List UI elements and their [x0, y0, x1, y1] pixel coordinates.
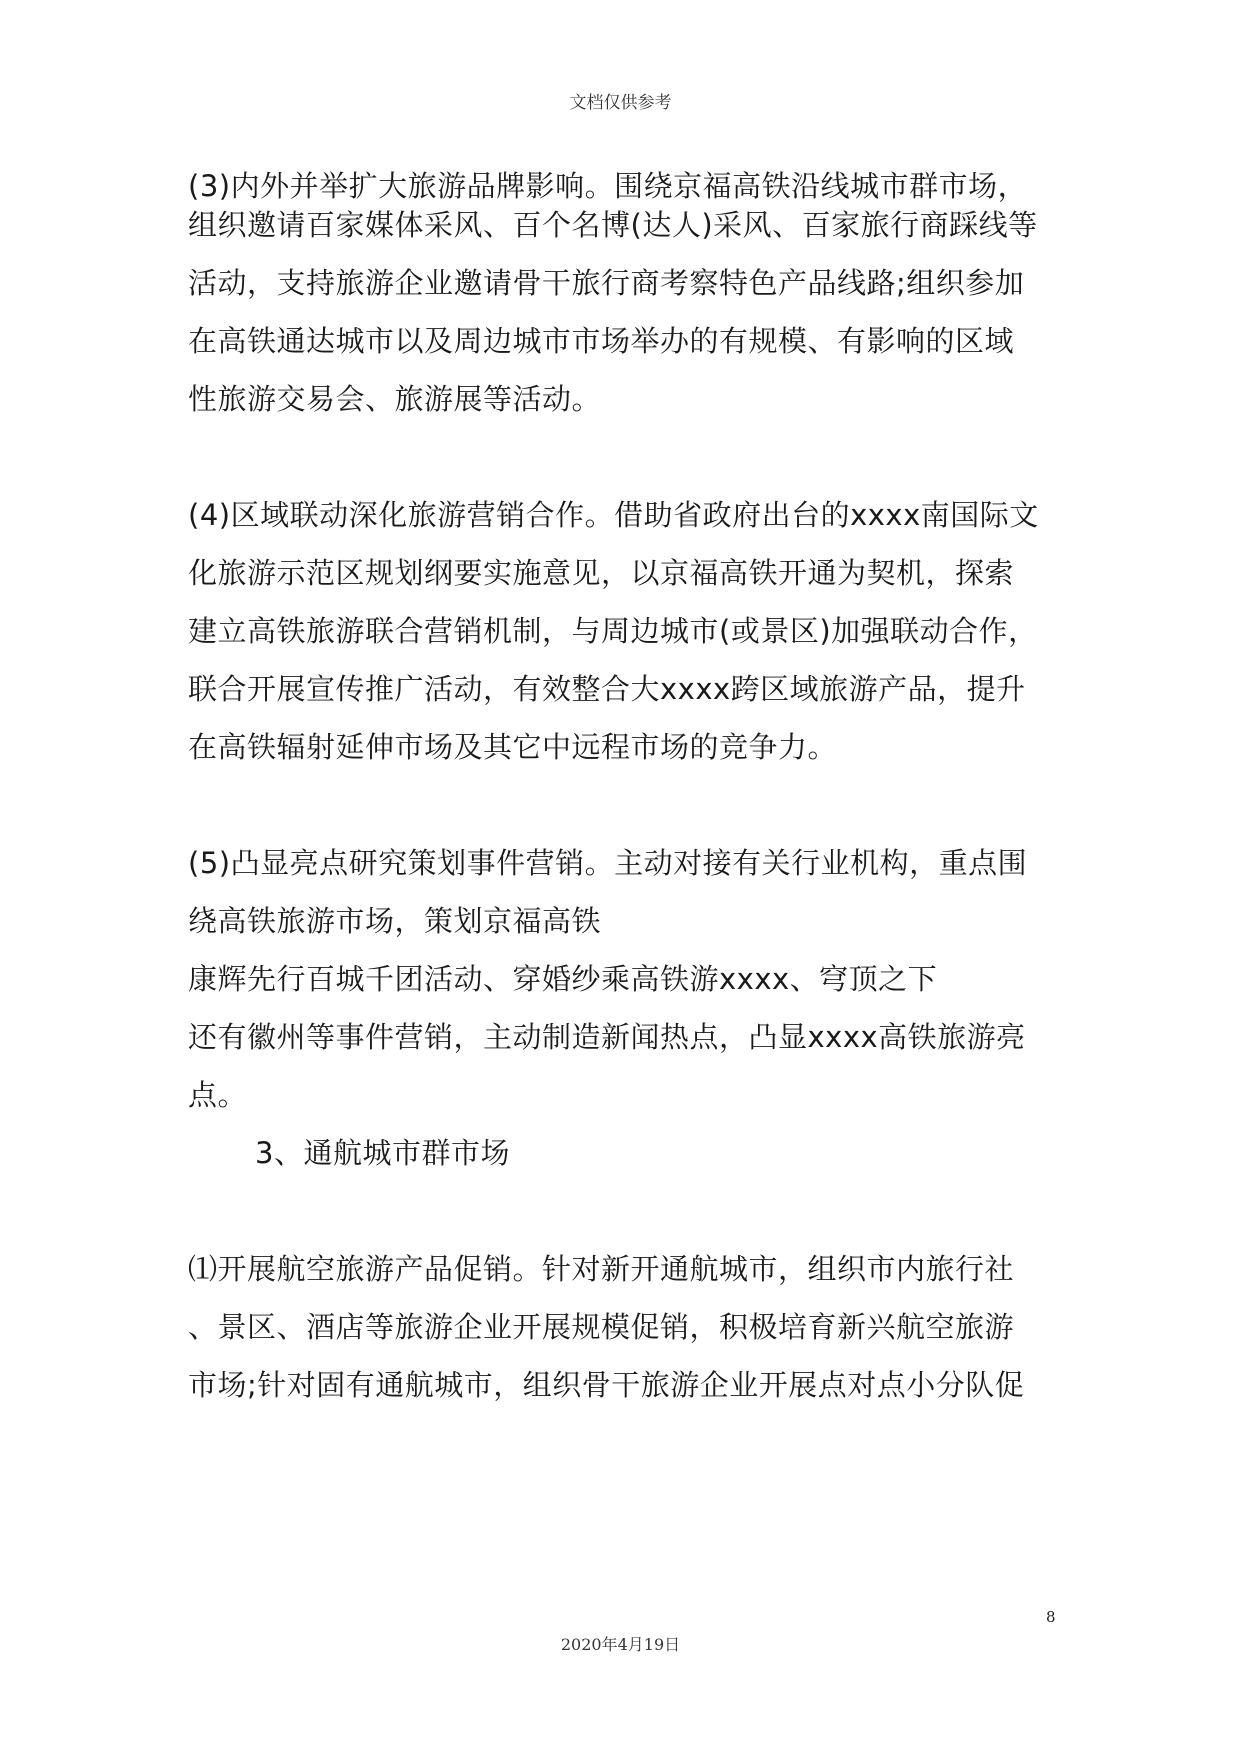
body-text-line: 在高铁辐射延伸市场及其它中远程市场的竞争力。	[188, 730, 838, 764]
body-text-line: 活动，支持旅游企业邀请骨干旅行商考察特色产品线路;组织参加	[188, 266, 1025, 300]
body-text-line: 组织邀请百家媒体采风、百个名博(达人)采风、百家旅行商踩线等	[188, 208, 1038, 242]
body-text-line: ⑴开展航空旅游产品促销。针对新开通航城市，组织市内旅行社	[188, 1252, 1015, 1286]
body-text-line: (3)内外并举扩大旅游品牌影响。围绕京福高铁沿线城市群市场，	[188, 169, 1028, 203]
footer-date: 2020年4月19日	[560, 1635, 681, 1654]
body-text-line: 化旅游示范区规划纲要实施意见，以京福高铁开通为契机，探索	[188, 556, 1015, 590]
body-text-line: 建立高铁旅游联合营销机制，与周边城市(或景区)加强联动合作，	[188, 614, 1038, 648]
body-text-line: 点。	[188, 1078, 248, 1112]
body-text-line: 还有徽州等事件营销，主动制造新闻热点，凸显xxxx高铁旅游亮	[188, 1020, 1026, 1054]
body-text-line: 联合开展宣传推广活动，有效整合大xxxx跨区域旅游产品，提升	[188, 672, 1026, 706]
body-text-line: 在高铁通达城市以及周边城市市场举办的有规模、有影响的区域	[188, 324, 1015, 358]
body-text-line: 市场;针对固有通航城市，组织骨干旅游企业开展点对点小分队促	[188, 1368, 1025, 1402]
page-number: 8	[1046, 1608, 1056, 1626]
body-text-line: 康辉先行百城千团活动、穿婚纱乘高铁游xxxx、穹顶之下	[188, 962, 938, 996]
section-heading: 3、通航城市群市场	[255, 1136, 510, 1170]
body-text-line: 绕高铁旅游市场，策划京福高铁	[188, 904, 602, 938]
page-header: 文档仅供参考	[569, 93, 672, 113]
body-text-line: (5)凸显亮点研究策划事件营销。主动对接有关行业机构，重点围	[188, 846, 1028, 880]
body-text-line: (4)区域联动深化旅游营销合作。借助省政府出台的xxxx南国际文	[188, 498, 1039, 532]
body-text-line: 、景区、酒店等旅游企业开展规模促销，积极培育新兴航空旅游	[188, 1310, 1015, 1344]
body-text-line: 性旅游交易会、旅游展等活动。	[188, 382, 602, 416]
